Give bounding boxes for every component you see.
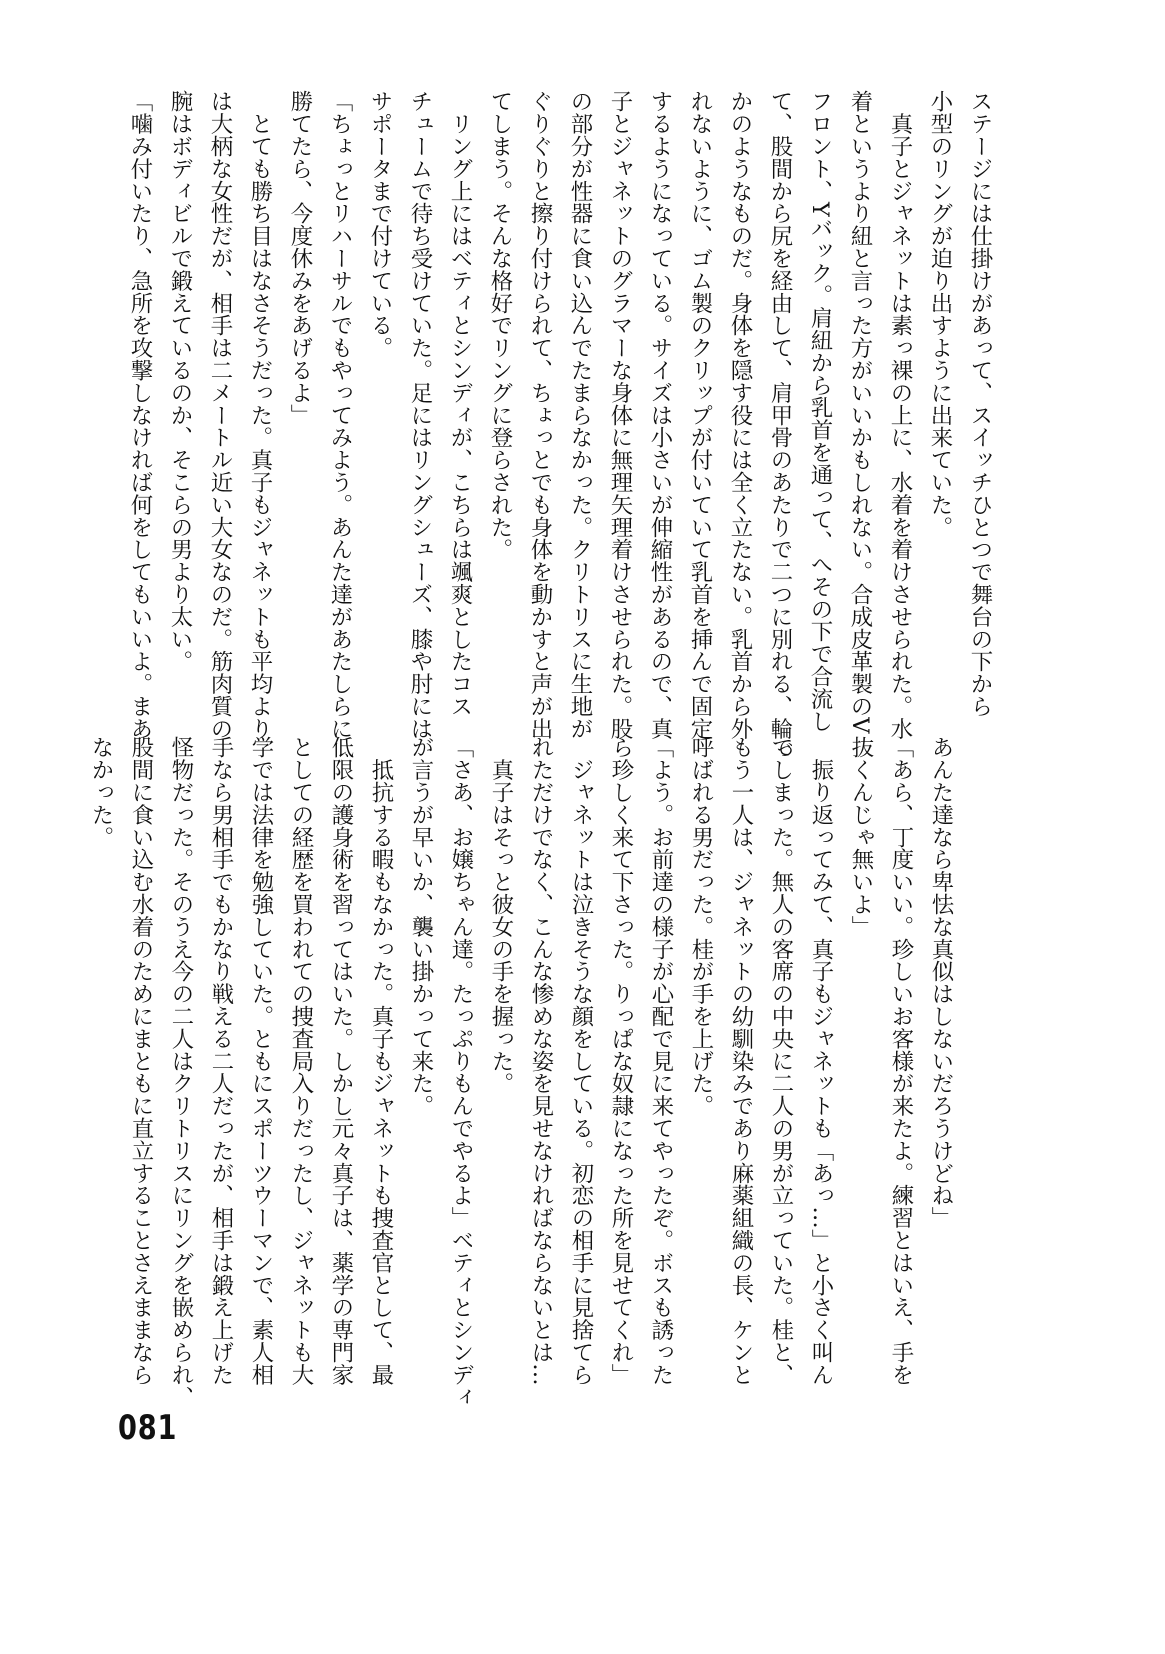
text-line: 振り返ってみて、真子もジャネットも「あっ…」と小さく叫ん <box>808 736 834 1386</box>
text-line: は大柄な女性だが、相手は二メートル近い大女なのだ。筋肉質の <box>207 90 233 740</box>
text-line: なかった。 <box>88 736 114 848</box>
text-line: 学では法律を勉強していた。ともにスポーツウーマンで、素人相 <box>248 736 274 1386</box>
text-line: れただけでなく、こんな惨めな姿を見せなければならないとは… <box>528 736 554 1386</box>
text-line: 着というより紐と言った方がいいかもしれない。合成皮革製のV <box>847 90 873 734</box>
upper-text-block <box>120 90 1000 762</box>
text-line: かのようなものだ。身体を隠す役には全く立たない。乳首から外 <box>727 90 753 740</box>
text-line: れないように、ゴム製のクリップが付いていて乳首を挿んで固定 <box>687 90 713 740</box>
text-line: 「あら、丁度いい。珍しいお客様が来たよ。練習とはいえ、手を <box>888 736 914 1386</box>
text-line: 「さあ、お嬢ちゃん達。たっぷりもんでやるよ」ベティとシンディ <box>448 736 474 1408</box>
text-line: てしまう。そんな格好でリングに登らされた。 <box>487 90 513 561</box>
text-line: 低限の護身術を習ってはいた。しかし元々真子は、薬学の専門家 <box>328 736 354 1386</box>
text-line: チュームで待ち受けていた。足にはリングシューズ、膝や肘には <box>407 90 433 740</box>
text-line: フロント、Yバック。肩紐から乳首を通って、へその下で合流し <box>807 90 833 732</box>
text-line: でしまった。無人の客席の中央に二人の男が立っていた。桂と、 <box>768 736 794 1386</box>
text-line: 「よう。お前達の様子が心配で見に来てやったぞ。ボスも誘った <box>648 736 674 1386</box>
text-line: 勝てたら、今度休みをあげるよ」 <box>287 90 313 426</box>
text-line: 抵抗する暇もなかった。真子もジャネットも捜査官として、最 <box>368 736 394 1386</box>
text-line: 子とジャネットのグラマーな身体に無理矢理着けさせられた。股 <box>607 90 633 740</box>
text-line: 手なら男相手でもかなり戦える二人だったが、相手は鍛え上げた <box>208 736 234 1386</box>
text-line: 抜くんじゃ無いよ」 <box>848 736 874 938</box>
text-line: 「噛み付いたり、急所を攻撃しなければ何をしてもいいよ。まあ <box>127 90 153 740</box>
text-line: 真子とジャネットは素っ裸の上に、水着を着けさせられた。水 <box>887 90 913 740</box>
text-line: 真子はそっと彼女の手を握った。 <box>488 736 514 1095</box>
text-line: あんた達なら卑怯な真似はしないだろうけどね」 <box>928 736 954 1229</box>
text-line: て、股間から尻を経由して、肩甲骨のあたりで二つに別れる、輪っ <box>767 90 793 762</box>
text-line: ステージには仕掛けがあって、スイッチひとつで舞台の下から <box>967 90 993 718</box>
text-line: 「ちょっとリハーサルでもやってみよう。あんた達があたしらに <box>327 90 353 740</box>
text-line: の部分が性器に食い込んでたまらなかった。クリトリスに生地が <box>567 90 593 740</box>
lower-text-block <box>81 736 961 1408</box>
text-line: 腕はボディビルで鍛えているのか、そこらの男より太い。 <box>167 90 193 673</box>
text-line: 怪物だった。そのうえ今の二人はクリトリスにリングを嵌められ、 <box>168 736 194 1408</box>
text-line: ら珍しく来て下さった。りっぱな奴隷になった所を見せてくれ」 <box>608 736 634 1386</box>
text-line: ジャネットは泣きそうな顔をしている。初恋の相手に見捨てら <box>568 736 594 1386</box>
text-line: 股間に食い込む水着のためにまともに直立することさえままなら <box>128 736 154 1386</box>
text-line: もう一人は、ジャネットの幼馴染みであり麻薬組織の長、ケンと <box>728 736 754 1386</box>
text-line: するようになっている。サイズは小さいが伸縮性があるので、真 <box>647 90 673 740</box>
text-line: としての経歴を買われての捜査局入りだったし、ジャネットも大 <box>288 736 314 1386</box>
text-line: ぐりぐりと擦り付けられて、ちょっとでも身体を動かすと声が出 <box>527 90 553 740</box>
text-line: が言うが早いか、襲い掛かって来た。 <box>408 736 434 1117</box>
text-line: とても勝ち目はなさそうだった。真子もジャネットも平均より <box>247 90 273 740</box>
text-line: 小型のリングが迫り出すように出来ていた。 <box>927 90 953 538</box>
text-line: サポータまで付けている。 <box>367 90 393 359</box>
page-number: 081 <box>118 1408 178 1448</box>
text-line: 呼ばれる男だった。桂が手を上げた。 <box>688 736 714 1117</box>
text-line: リング上にはベティとシンディが、こちらは颯爽としたコス <box>447 90 473 718</box>
